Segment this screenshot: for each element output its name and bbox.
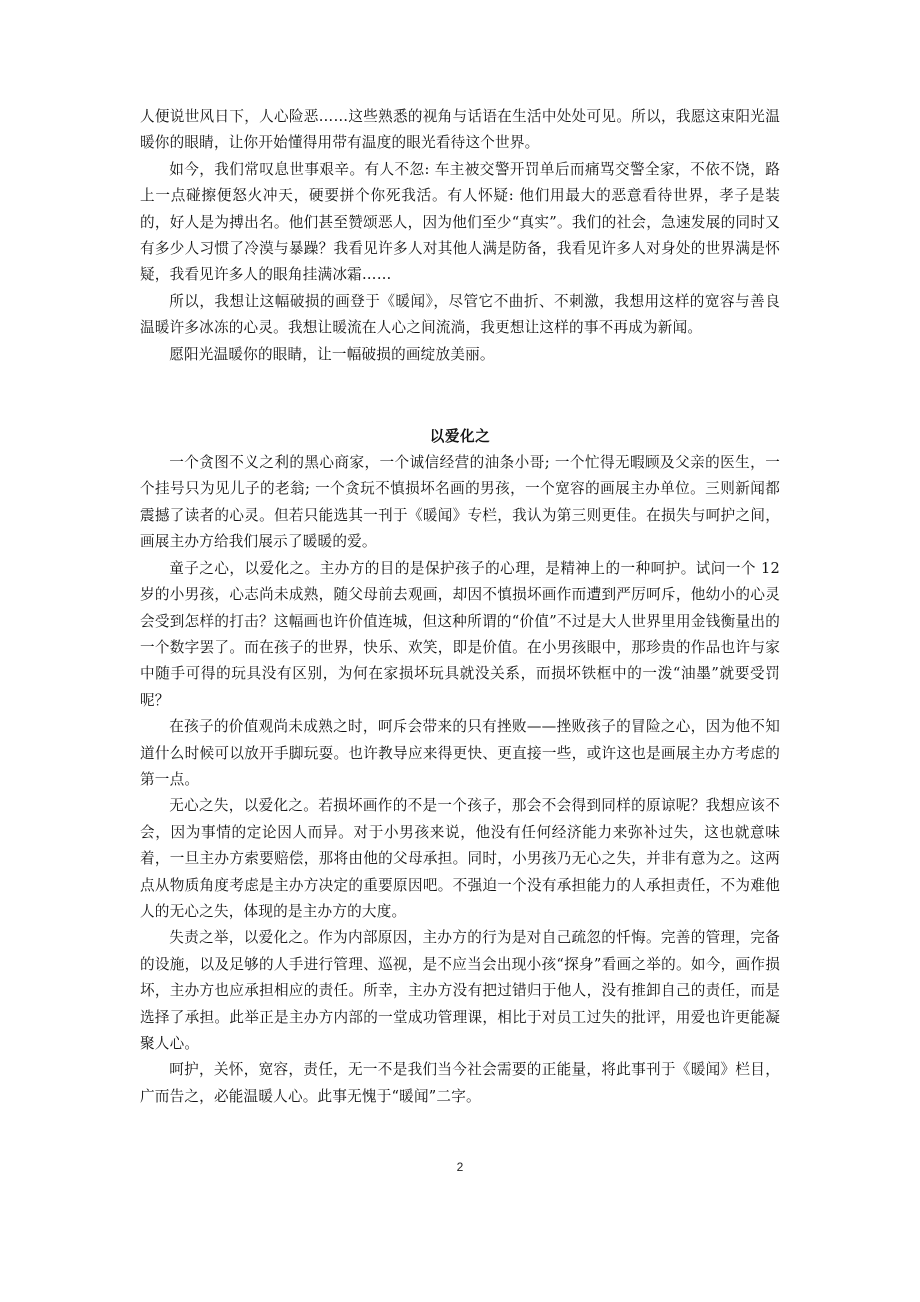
body-paragraph: 无心之失，以爱化之。若损坏画作的不是一个孩子，那会不会得到同样的原谅呢？我想应该不会，因为事情的定论因人而异。对于小男孩来说，他没有任何经济能力来弥补过失，这也就意味着，一旦主办方索要赔偿，那将由他的父母承担。同时，小男孩乃无心之失，并非有意为之。这两点从物质角度考虑是主办方决定的重要原因吧。不强迫一个没有承担能力的人承担责任，不为难他人的无心之失，体现的是主办方的大度。 — [140, 797, 780, 920]
body-paragraph: 失责之举，以爱化之。作为内部原因，主办方的行为是对自己疏忽的忏悔。完善的管理，完备的设施，以及足够的人手进行管理、巡视，是不应当会出现小孩“探身”看画之举的。如今，画作损坏，主办方也应承担相应的责任。所幸，主办方没有把过错归于他人，没有推卸自己的责任，而是选择了承担。此举正是主办方内部的一堂成功管理课，相比于对员工过失的批评，用爱也许更能凝聚人心。 — [140, 929, 780, 1052]
essay-section — [140, 424, 780, 1110]
body-paragraph: 如今，我们常叹息世事艰辛。有人不忽: 车主被交警开罚单后而痛骂交警全家，不依不饶，路上一点碰擦便怒火冲天，硬要拼个你死我活。有人怀疑: 他们用最大的恶意看待世界，孝子是装的，好人是为搏出名。他们甚至赞颂恶人，因为他们至少“真实”。我们的社会，急速发展的同时又有多少人习惯了冷漠与暴躁？我看见许多人对其他人满是防备，我看见许多人对身处的世界满是怀疑，我看见许多人的眼角挂满冰霜…… — [140, 160, 780, 284]
body-paragraph: 在孩子的价值观尚未成熟之时，呵斥会带来的只有挫败——挫败孩子的冒险之心，因为他不知道什么时候可以放开手脚玩耍。也许教导应来得更快、更直接一些，或许这也是画展主办方考虑的第一点。 — [140, 718, 780, 788]
essay-title: 以爱化之 — [429, 428, 491, 446]
body-paragraph: 一个贪图不义之利的黑心商家，一个诚信经营的油条小哥; 一个忙得无暇顾及父亲的医生，一个挂号只为见儿子的老翁; 一个贪玩不慎损坏名画的男孩，一个宽容的画展主办单位。三则新闻都震撼了读者的心灵。但若只能选其一刊于《暖闻》专栏，我认为第三则更佳。在损失与呵护之间，画展主办方给我们展示了暖暖的爱。 — [140, 454, 780, 551]
page-number: 2 — [456, 1160, 464, 1174]
body-paragraph: 愿阳光温暖你的眼睛，让一幅破损的画绽放美丽。 — [169, 345, 495, 363]
preceding-essay-section — [140, 104, 780, 368]
body-paragraph: 呵护，关怀，宽容，责任，无一不是我们当今社会需要的正能量，将此事刊于《暖闻》栏目，广而告之，必能温暖人心。此事无愧于“暖闻”二字。 — [140, 1061, 780, 1105]
body-paragraph: 人便说世风日下，人心险恶……这些熟悉的视角与话语在生活中处处可见。所以，我愿这束阳光温暖你的眼睛，让你开始懂得用带有温度的眼光看待这个世界。 — [140, 108, 780, 152]
body-paragraph: 童子之心，以爱化之。主办方的目的是保护孩子的心理，是精神上的一种呵护。试问一个 12 岁的小男孩，心志尚未成熟，随父母前去观画，却因不慎损坏画作而遭到严厉呵斥，他幼小的心灵会受到怎样的打击？这幅画也许价值连城，但这种所谓的“价值”不过是大人世界里用金钱衡量出的一个数字罢了。而在孩子的世界，快乐、欢笑，即是价值。在小男孩眼中，那珍贵的作品也许与家中随手可得的玩具没有区别，为何在家损坏玩具就没关系，而损坏铁框中的一泼“油墨”就要受罚呢？ — [140, 559, 780, 709]
body-paragraph: 所以，我想让这幅破损的画登于《暖闻》，尽管它不曲折、不刺激，我想用这样的宽容与善良温暖许多冰冻的心灵。我想让暖流在人心之间流淌，我更想让这样的事不再成为新闻。 — [140, 292, 780, 337]
document-page — [140, 104, 780, 1110]
section-spacer — [140, 368, 780, 424]
